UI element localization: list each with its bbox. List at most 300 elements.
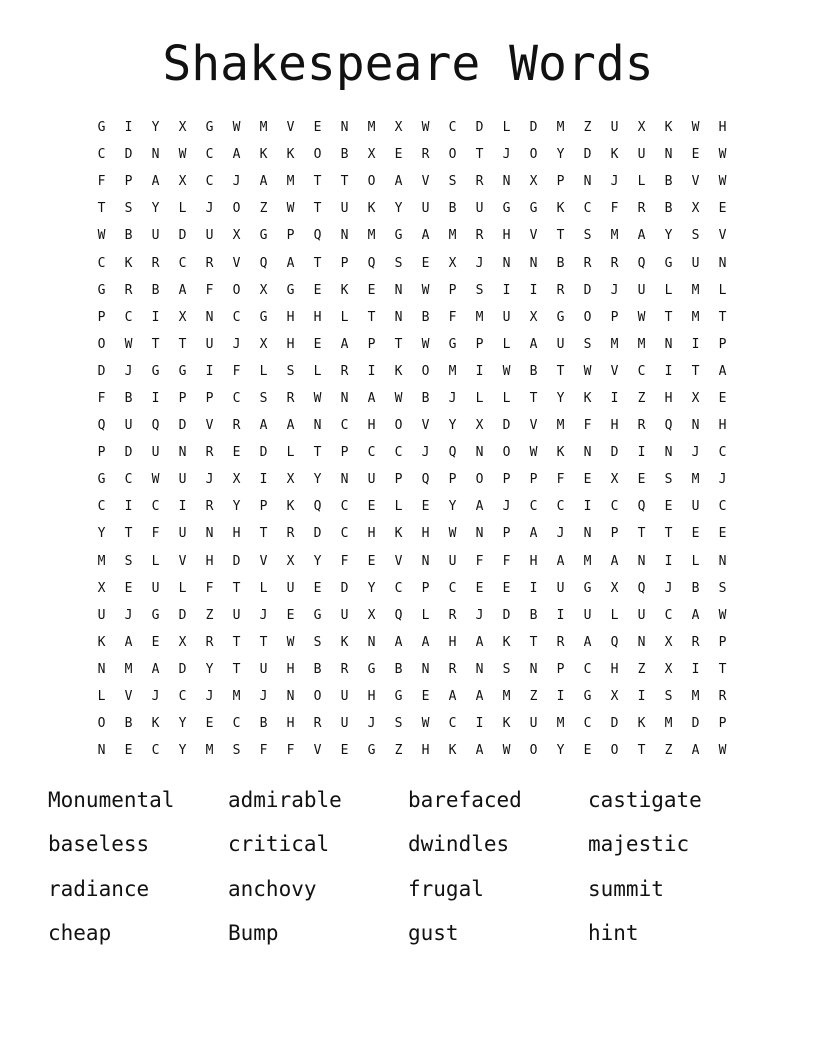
- grid-letter: R: [205, 255, 214, 271]
- grid-letter: V: [421, 174, 430, 190]
- grid-letter: U: [556, 580, 565, 596]
- grid-letter: D: [691, 716, 700, 732]
- grid-letter: F: [556, 472, 565, 488]
- grid-letter: T: [637, 526, 646, 542]
- grid-letter: K: [286, 147, 295, 163]
- grid-letter: Y: [367, 580, 376, 596]
- grid-letter: R: [691, 634, 700, 650]
- grid-letter: H: [205, 553, 214, 569]
- grid-letter: P: [610, 309, 619, 325]
- grid-letter: I: [367, 363, 376, 379]
- grid-letter: D: [124, 445, 133, 461]
- grid-letter: L: [475, 390, 484, 406]
- grid-letter: U: [340, 201, 349, 217]
- grid-letter: N: [529, 661, 538, 677]
- grid-letter: R: [286, 390, 295, 406]
- word-bank-item: castigate: [588, 788, 702, 812]
- grid-letter: C: [394, 445, 403, 461]
- grid-letter: Y: [394, 201, 403, 217]
- grid-letter: S: [394, 255, 403, 271]
- grid-letter: K: [664, 120, 673, 136]
- grid-letter: U: [259, 661, 268, 677]
- grid-letter: Y: [97, 526, 106, 542]
- grid-letter: R: [286, 526, 295, 542]
- grid-letter: O: [232, 201, 241, 217]
- grid-letter: L: [394, 499, 403, 515]
- grid-letter: V: [529, 418, 538, 434]
- grid-letter: W: [97, 228, 106, 244]
- grid-letter: O: [313, 689, 322, 705]
- grid-letter: X: [664, 661, 673, 677]
- grid-letter: K: [448, 743, 457, 759]
- grid-letter: A: [340, 336, 349, 352]
- grid-letter: H: [529, 553, 538, 569]
- grid-letter: X: [367, 607, 376, 623]
- grid-letter: I: [475, 716, 484, 732]
- word-bank-item: barefaced: [408, 788, 522, 812]
- grid-letter: N: [475, 526, 484, 542]
- grid-letter: Y: [664, 228, 673, 244]
- grid-letter: P: [502, 472, 511, 488]
- grid-row: [88, 683, 736, 710]
- grid-letter: R: [124, 282, 133, 298]
- grid-letter: E: [718, 526, 727, 542]
- grid-letter: G: [205, 120, 214, 136]
- grid-letter: N: [664, 147, 673, 163]
- grid-letter: M: [259, 120, 268, 136]
- grid-letter: O: [529, 147, 538, 163]
- grid-letter: Q: [421, 472, 430, 488]
- grid-letter: G: [529, 201, 538, 217]
- grid-letter: F: [205, 282, 214, 298]
- grid-letter: R: [583, 255, 592, 271]
- grid-letter: T: [637, 743, 646, 759]
- grid-letter: E: [664, 499, 673, 515]
- grid-letter: G: [97, 282, 106, 298]
- grid-letter: Z: [394, 743, 403, 759]
- grid-letter: G: [97, 120, 106, 136]
- grid-letter: U: [178, 526, 187, 542]
- grid-letter: W: [421, 282, 430, 298]
- grid-letter: K: [556, 201, 565, 217]
- grid-letter: G: [367, 661, 376, 677]
- grid-letter: A: [124, 634, 133, 650]
- grid-letter: I: [583, 499, 592, 515]
- grid-letter: E: [691, 526, 700, 542]
- grid-letter: A: [394, 174, 403, 190]
- grid-letter: Q: [448, 445, 457, 461]
- grid-letter: T: [313, 174, 322, 190]
- grid-letter: Q: [259, 255, 268, 271]
- grid-letter: X: [610, 472, 619, 488]
- grid-letter: U: [151, 580, 160, 596]
- grid-letter: I: [529, 282, 538, 298]
- grid-letter: J: [259, 607, 268, 623]
- grid-letter: K: [583, 390, 592, 406]
- grid-letter: K: [259, 147, 268, 163]
- grid-letter: L: [421, 607, 430, 623]
- grid-letter: C: [97, 499, 106, 515]
- grid-letter: V: [610, 363, 619, 379]
- grid-letter: N: [529, 255, 538, 271]
- grid-letter: I: [178, 499, 187, 515]
- grid-letter: T: [232, 580, 241, 596]
- grid-letter: R: [421, 147, 430, 163]
- grid-letter: X: [97, 580, 106, 596]
- grid-letter: G: [556, 309, 565, 325]
- grid-letter: A: [394, 634, 403, 650]
- grid-letter: G: [664, 255, 673, 271]
- grid-letter: T: [664, 526, 673, 542]
- grid-letter: J: [232, 336, 241, 352]
- grid-letter: D: [178, 607, 187, 623]
- grid-letter: P: [97, 309, 106, 325]
- grid-letter: L: [664, 282, 673, 298]
- grid-letter: D: [610, 445, 619, 461]
- grid-letter: V: [205, 418, 214, 434]
- grid-letter: T: [691, 363, 700, 379]
- grid-letter: N: [313, 418, 322, 434]
- grid-letter: N: [664, 336, 673, 352]
- grid-letter: A: [556, 553, 565, 569]
- grid-letter: O: [583, 309, 592, 325]
- grid-letter: T: [556, 228, 565, 244]
- grid-letter: F: [232, 363, 241, 379]
- grid-letter: C: [556, 499, 565, 515]
- grid-letter: W: [394, 390, 403, 406]
- grid-letter: E: [232, 445, 241, 461]
- page-title: Shakespeare Words: [162, 36, 654, 92]
- grid-letter: S: [394, 716, 403, 732]
- grid-letter: G: [259, 309, 268, 325]
- grid-letter: L: [259, 363, 268, 379]
- grid-letter: M: [232, 689, 241, 705]
- grid-letter: N: [718, 255, 727, 271]
- grid-letter: O: [232, 282, 241, 298]
- grid-letter: C: [232, 390, 241, 406]
- grid-letter: W: [529, 445, 538, 461]
- grid-letter: E: [421, 255, 430, 271]
- grid-letter: U: [97, 607, 106, 623]
- grid-letter: P: [448, 472, 457, 488]
- grid-letter: X: [232, 472, 241, 488]
- grid-letter: X: [178, 120, 187, 136]
- grid-letter: A: [259, 174, 268, 190]
- grid-letter: D: [610, 716, 619, 732]
- grid-letter: N: [637, 553, 646, 569]
- grid-letter: C: [664, 607, 673, 623]
- grid-letter: L: [718, 282, 727, 298]
- grid-letter: K: [286, 499, 295, 515]
- letter-grid: [88, 114, 736, 764]
- grid-letter: P: [286, 228, 295, 244]
- grid-letter: U: [367, 472, 376, 488]
- grid-letter: A: [718, 363, 727, 379]
- grid-letter: F: [97, 390, 106, 406]
- grid-letter: B: [421, 309, 430, 325]
- grid-letter: J: [448, 390, 457, 406]
- grid-letter: D: [97, 363, 106, 379]
- grid-letter: C: [367, 445, 376, 461]
- grid-letter: Z: [664, 743, 673, 759]
- grid-letter: W: [448, 526, 457, 542]
- grid-letter: L: [637, 174, 646, 190]
- grid-letter: O: [367, 174, 376, 190]
- grid-letter: S: [232, 743, 241, 759]
- grid-letter: X: [475, 418, 484, 434]
- grid-letter: G: [394, 228, 403, 244]
- grid-letter: E: [313, 120, 322, 136]
- grid-letter: P: [97, 445, 106, 461]
- grid-letter: O: [97, 716, 106, 732]
- grid-letter: H: [718, 418, 727, 434]
- grid-letter: C: [583, 201, 592, 217]
- grid-letter: B: [124, 716, 133, 732]
- grid-row: [88, 141, 736, 168]
- grid-letter: C: [232, 716, 241, 732]
- grid-letter: J: [556, 526, 565, 542]
- grid-letter: M: [97, 553, 106, 569]
- grid-letter: A: [286, 418, 295, 434]
- grid-letter: B: [664, 174, 673, 190]
- grid-row: [88, 222, 736, 249]
- grid-letter: W: [718, 147, 727, 163]
- grid-letter: T: [259, 526, 268, 542]
- grid-letter: W: [421, 716, 430, 732]
- word-bank-item: frugal: [408, 876, 484, 901]
- grid-letter: L: [340, 309, 349, 325]
- grid-letter: I: [259, 472, 268, 488]
- grid-letter: B: [421, 390, 430, 406]
- grid-letter: L: [178, 580, 187, 596]
- grid-letter: E: [718, 390, 727, 406]
- grid-letter: H: [610, 661, 619, 677]
- grid-letter: D: [502, 418, 511, 434]
- grid-letter: L: [286, 445, 295, 461]
- grid-letter: K: [124, 255, 133, 271]
- grid-letter: R: [610, 255, 619, 271]
- grid-letter: D: [124, 147, 133, 163]
- grid-letter: J: [718, 472, 727, 488]
- grid-letter: E: [151, 634, 160, 650]
- grid-letter: Y: [178, 716, 187, 732]
- grid-letter: A: [178, 282, 187, 298]
- grid-letter: N: [394, 282, 403, 298]
- grid-letter: A: [367, 390, 376, 406]
- grid-letter: T: [340, 174, 349, 190]
- grid-letter: D: [583, 282, 592, 298]
- grid-letter: K: [556, 445, 565, 461]
- grid-row: [88, 168, 736, 195]
- grid-letter: Y: [205, 661, 214, 677]
- grid-letter: B: [664, 201, 673, 217]
- grid-letter: T: [394, 336, 403, 352]
- grid-letter: E: [367, 499, 376, 515]
- grid-letter: N: [367, 634, 376, 650]
- grid-letter: P: [367, 336, 376, 352]
- grid-letter: N: [583, 445, 592, 461]
- grid-letter: J: [205, 472, 214, 488]
- grid-letter: M: [637, 336, 646, 352]
- grid-letter: T: [313, 445, 322, 461]
- grid-row: [88, 629, 736, 656]
- grid-letter: Q: [394, 607, 403, 623]
- grid-letter: S: [313, 634, 322, 650]
- grid-letter: B: [691, 580, 700, 596]
- grid-letter: L: [97, 689, 106, 705]
- grid-letter: E: [286, 607, 295, 623]
- grid-letter: Z: [259, 201, 268, 217]
- grid-letter: R: [205, 445, 214, 461]
- grid-letter: X: [178, 174, 187, 190]
- grid-letter: O: [475, 472, 484, 488]
- grid-letter: T: [178, 336, 187, 352]
- grid-letter: I: [151, 309, 160, 325]
- word-bank-item: admirable: [228, 788, 342, 812]
- grid-letter: H: [664, 390, 673, 406]
- grid-letter: M: [556, 418, 565, 434]
- grid-letter: H: [286, 716, 295, 732]
- grid-letter: S: [691, 228, 700, 244]
- grid-row: [88, 737, 736, 764]
- grid-letter: C: [178, 689, 187, 705]
- word-bank-item: baseless: [48, 832, 150, 857]
- grid-letter: Q: [151, 418, 160, 434]
- grid-letter: S: [583, 336, 592, 352]
- grid-letter: T: [529, 390, 538, 406]
- grid-letter: F: [583, 418, 592, 434]
- grid-letter: U: [421, 201, 430, 217]
- grid-letter: B: [340, 147, 349, 163]
- grid-letter: C: [718, 445, 727, 461]
- grid-letter: V: [286, 120, 295, 136]
- grid-letter: Z: [205, 607, 214, 623]
- grid-letter: J: [124, 363, 133, 379]
- grid-letter: E: [583, 472, 592, 488]
- grid-letter: Y: [313, 472, 322, 488]
- grid-letter: W: [502, 743, 511, 759]
- grid-letter: A: [286, 255, 295, 271]
- grid-letter: P: [529, 472, 538, 488]
- grid-letter: P: [718, 716, 727, 732]
- grid-letter: B: [394, 661, 403, 677]
- grid-letter: U: [637, 607, 646, 623]
- grid-letter: T: [151, 336, 160, 352]
- grid-letter: H: [448, 634, 457, 650]
- grid-letter: C: [232, 309, 241, 325]
- grid-letter: P: [394, 472, 403, 488]
- grid-letter: Y: [232, 499, 241, 515]
- grid-letter: H: [232, 526, 241, 542]
- grid-letter: W: [286, 201, 295, 217]
- grid-letter: C: [637, 363, 646, 379]
- grid-letter: R: [556, 282, 565, 298]
- grid-letter: T: [718, 309, 727, 325]
- grid-row: [88, 412, 736, 439]
- grid-letter: K: [637, 716, 646, 732]
- grid-letter: S: [286, 363, 295, 379]
- grid-letter: E: [313, 282, 322, 298]
- grid-letter: E: [124, 580, 133, 596]
- grid-letter: G: [367, 743, 376, 759]
- grid-letter: L: [610, 607, 619, 623]
- grid-letter: E: [691, 147, 700, 163]
- grid-letter: M: [205, 743, 214, 759]
- grid-letter: N: [151, 147, 160, 163]
- grid-letter: A: [637, 228, 646, 244]
- grid-letter: J: [664, 580, 673, 596]
- grid-letter: C: [448, 716, 457, 732]
- grid-letter: J: [502, 147, 511, 163]
- grid-letter: A: [421, 634, 430, 650]
- grid-letter: X: [529, 174, 538, 190]
- grid-letter: Y: [448, 418, 457, 434]
- grid-row: [88, 656, 736, 683]
- grid-letter: P: [421, 580, 430, 596]
- grid-letter: N: [637, 634, 646, 650]
- grid-letter: I: [475, 363, 484, 379]
- grid-letter: G: [502, 201, 511, 217]
- grid-letter: M: [124, 661, 133, 677]
- grid-letter: C: [529, 499, 538, 515]
- word-bank-item: Monumental: [48, 788, 175, 812]
- grid-letter: A: [475, 743, 484, 759]
- grid-letter: I: [124, 499, 133, 515]
- grid-letter: A: [475, 499, 484, 515]
- grid-letter: S: [583, 228, 592, 244]
- grid-letter: O: [529, 743, 538, 759]
- grid-letter: R: [340, 363, 349, 379]
- grid-letter: U: [583, 607, 592, 623]
- grid-letter: C: [124, 309, 133, 325]
- grid-letter: W: [718, 174, 727, 190]
- grid-letter: U: [205, 336, 214, 352]
- grid-letter: I: [205, 363, 214, 379]
- grid-row: [88, 439, 736, 466]
- grid-letter: G: [151, 363, 160, 379]
- grid-letter: W: [691, 120, 700, 136]
- grid-letter: R: [205, 634, 214, 650]
- grid-letter: K: [151, 716, 160, 732]
- grid-letter: V: [232, 255, 241, 271]
- grid-letter: M: [367, 120, 376, 136]
- grid-letter: L: [259, 580, 268, 596]
- grid-letter: E: [367, 282, 376, 298]
- grid-letter: D: [583, 147, 592, 163]
- grid-letter: R: [718, 689, 727, 705]
- grid-letter: N: [340, 120, 349, 136]
- grid-letter: A: [691, 607, 700, 623]
- grid-letter: Z: [583, 120, 592, 136]
- grid-letter: P: [259, 499, 268, 515]
- grid-letter: M: [691, 309, 700, 325]
- grid-letter: P: [718, 634, 727, 650]
- grid-letter: R: [556, 634, 565, 650]
- grid-letter: E: [313, 580, 322, 596]
- grid-letter: B: [259, 716, 268, 732]
- grid-letter: J: [475, 255, 484, 271]
- grid-letter: I: [691, 336, 700, 352]
- grid-letter: W: [124, 336, 133, 352]
- grid-letter: C: [205, 174, 214, 190]
- grid-letter: Y: [448, 499, 457, 515]
- grid-letter: D: [340, 580, 349, 596]
- grid-letter: Y: [313, 553, 322, 569]
- grid-letter: N: [394, 309, 403, 325]
- grid-letter: M: [583, 553, 592, 569]
- grid-letter: M: [556, 716, 565, 732]
- grid-letter: N: [583, 174, 592, 190]
